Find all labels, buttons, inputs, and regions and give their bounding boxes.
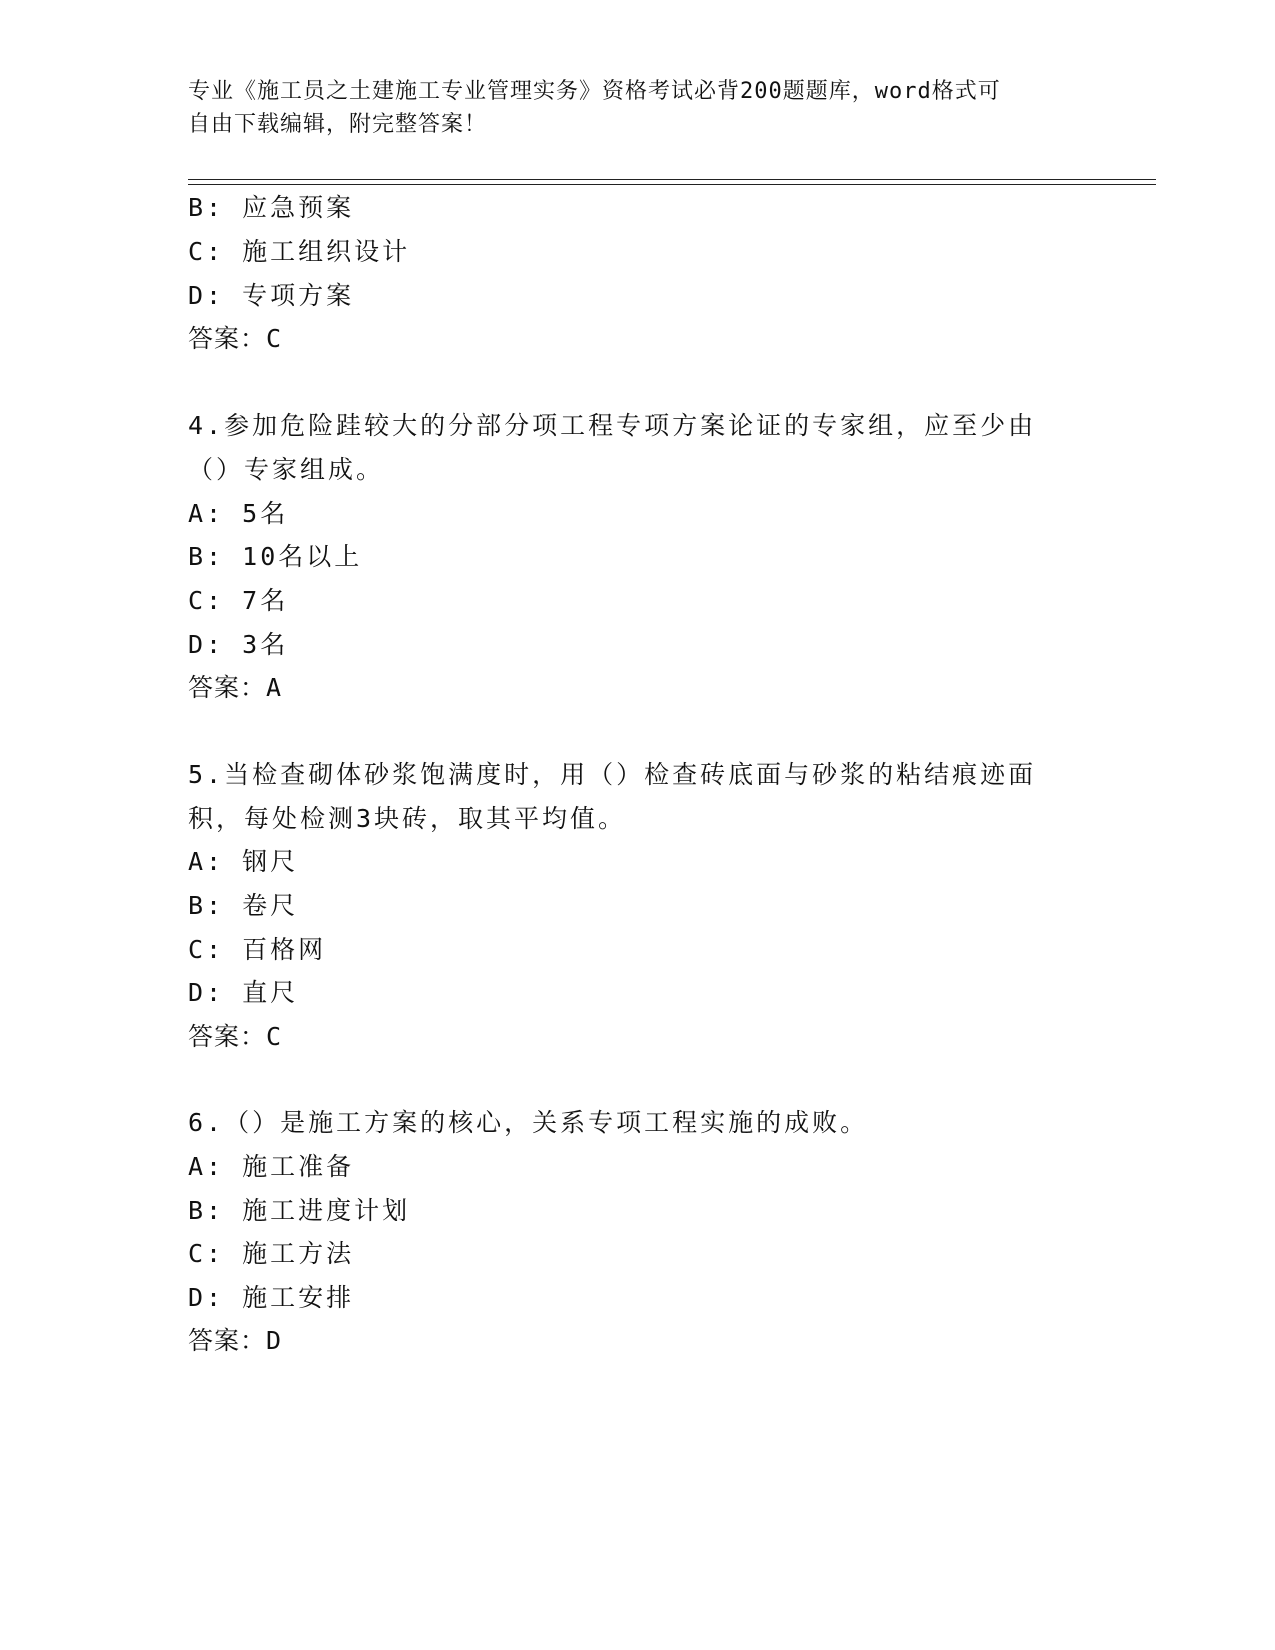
option-c: C: 施工组织设计 xyxy=(188,237,411,266)
header-line-1: 专业《施工员之土建施工专业管理实务》资格考试必背200题题库，word格式可 xyxy=(188,79,1001,104)
option-a: A: 钢尺 xyxy=(188,847,299,876)
option-b: B: 应急预案 xyxy=(188,193,355,222)
question-text-line-1: 4.参加危险跬较大的分部分项工程专项方案论证的专家组，应至少由 xyxy=(188,411,1037,440)
option-b: B: 卷尺 xyxy=(188,891,299,920)
answer-line: 答案：C xyxy=(188,324,283,353)
option-b: B: 10名以上 xyxy=(188,542,363,571)
answer-line: 答案：A xyxy=(188,673,283,702)
option-d: D: 施工安排 xyxy=(188,1283,355,1312)
header-divider-top xyxy=(188,179,1156,180)
document-header xyxy=(188,75,1068,141)
header-line-2: 自由下载编辑，附完整答案！ xyxy=(188,112,488,137)
option-c: C: 施工方法 xyxy=(188,1239,355,1268)
option-d: D: 专项方案 xyxy=(188,281,355,310)
answer-line: 答案：D xyxy=(188,1326,283,1355)
option-a: A: 5名 xyxy=(188,499,289,528)
question-text-line-1: 5.当检查砌体砂浆饱满度时，用（）检查砖底面与砂浆的粘结痕迹面 xyxy=(188,760,1037,789)
option-c: C: 7名 xyxy=(188,586,289,615)
header-divider-bottom xyxy=(188,184,1156,185)
question-text-line-2: 积，每处检测3块砖，取其平均值。 xyxy=(188,804,627,833)
answer-line: 答案：C xyxy=(188,1022,283,1051)
option-b: B: 施工进度计划 xyxy=(188,1196,411,1225)
option-d: D: 直尺 xyxy=(188,978,299,1007)
question-text-line-2: （）专家组成。 xyxy=(188,455,385,484)
option-d: D: 3名 xyxy=(188,630,289,659)
option-c: C: 百格网 xyxy=(188,935,327,964)
question-text-line-1: 6.（）是施工方案的核心，关系专项工程实施的成败。 xyxy=(188,1108,869,1137)
option-a: A: 施工准备 xyxy=(188,1152,355,1181)
